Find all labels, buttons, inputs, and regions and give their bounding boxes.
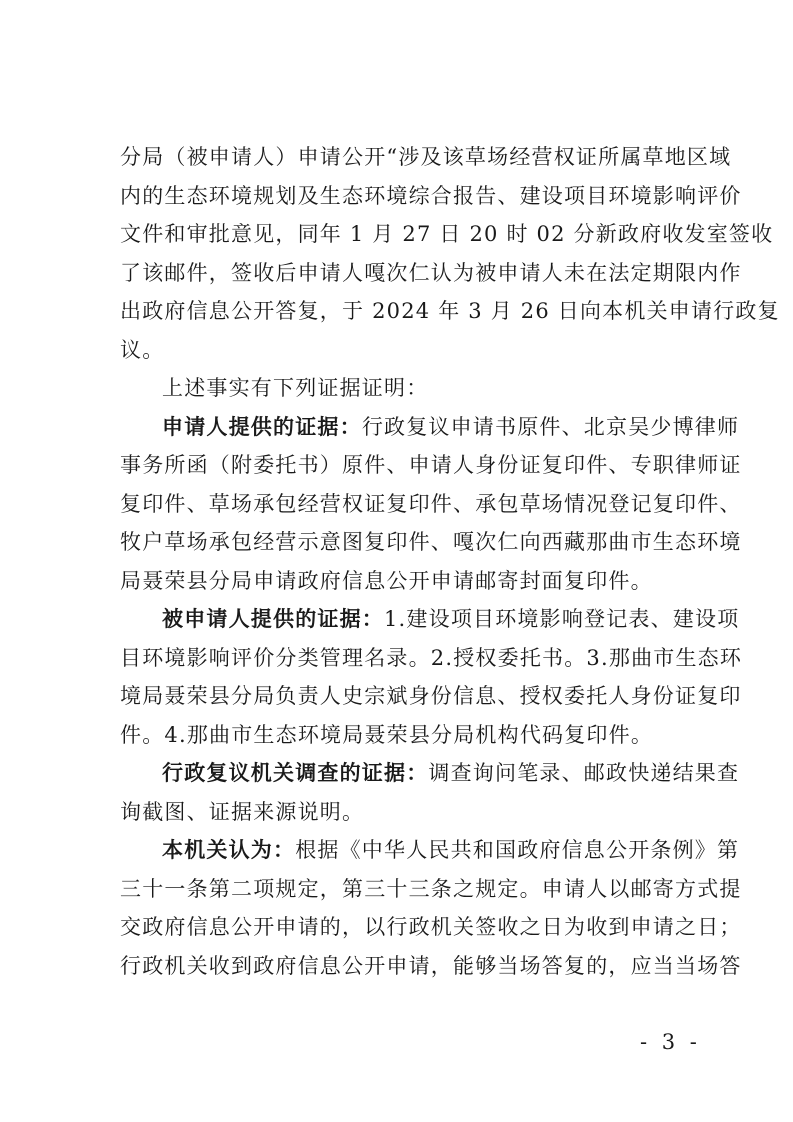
bold-label: 本机关认为： bbox=[162, 837, 296, 862]
line-text: 目环境影响评价分类管理名录。2.授权委托书。3.那曲市生态环 bbox=[120, 645, 743, 670]
page-number: - 3 - bbox=[640, 1030, 701, 1054]
text-line bbox=[120, 793, 710, 832]
line-text-continued: 行政复议申请书原件、北京吴少博律师 bbox=[361, 414, 740, 439]
line-text: 牧户草场承包经营示意图复印件、嘎次仁向西藏那曲市生态环境 bbox=[120, 530, 742, 554]
line-text: 行政机关收到政府信息公开申请，能够当场答复的，应当当场答 bbox=[120, 953, 742, 978]
line-text: 分局（被申请人）申请公开“涉及该草场经营权证所属草地区域 bbox=[120, 145, 732, 169]
text-line bbox=[120, 177, 742, 216]
bold-label: 申请人提供的证据： bbox=[162, 413, 362, 439]
text-line bbox=[120, 677, 742, 716]
line-text: 三十一条第二项规定，第三十三条之规定。申请人以邮寄方式提 bbox=[120, 876, 742, 901]
line-text: 询截图、证据来源说明。 bbox=[120, 799, 365, 824]
line-text: 交政府信息公开申请的，以行政机关签收之日为收到申请之日； bbox=[120, 915, 742, 939]
line-text: 件。4.那曲市生态环境局聂荣县分局机构代码复印件。 bbox=[120, 722, 654, 747]
text-line bbox=[120, 870, 742, 909]
document-body bbox=[120, 138, 780, 985]
line-text: 事务所函（附委托书）原件、申请人身份证复印件、专职律师证 bbox=[120, 453, 742, 477]
text-line bbox=[120, 716, 710, 755]
line-text: 内的生态环境规划及生态环境综合报告、建设项目环境影响评价 bbox=[120, 183, 742, 208]
text-line bbox=[120, 831, 740, 870]
text-line bbox=[120, 485, 742, 524]
line-text: 文件和审批意见，同年 1 月 27 日 20 时 02 分新政府收发室签收 bbox=[120, 222, 774, 246]
line-text: 上述事实有下列证据证明： bbox=[162, 376, 429, 400]
text-line bbox=[120, 292, 780, 331]
text-line bbox=[120, 254, 742, 293]
text-line bbox=[120, 639, 743, 678]
line-text: 局聂荣县分局申请政府信息公开申请邮寄封面复印件。 bbox=[120, 568, 653, 593]
text-line bbox=[120, 562, 710, 601]
text-line bbox=[120, 369, 710, 408]
text-line bbox=[120, 331, 710, 370]
text-line bbox=[120, 947, 742, 986]
text-line bbox=[120, 908, 742, 947]
line-text-continued: 1.建设项目环境影响登记表、建设项 bbox=[384, 607, 740, 631]
text-line bbox=[120, 754, 740, 793]
text-line bbox=[120, 446, 742, 485]
line-text: 了该邮件，签收后申请人嘎次仁认为被申请人未在法定期限内作 bbox=[120, 260, 742, 285]
line-text: 议。 bbox=[120, 337, 165, 362]
bold-label: 被申请人提供的证据： bbox=[162, 606, 384, 631]
text-line bbox=[120, 523, 742, 562]
text-line bbox=[120, 600, 740, 639]
line-text: 境局聂荣县分局负责人史宗斌身份信息、授权委托人身份证复印 bbox=[120, 684, 742, 708]
text-line bbox=[120, 138, 732, 177]
line-text: 复印件、草场承包经营权证复印件、承包草场情况登记复印件、 bbox=[120, 491, 742, 516]
bold-label: 行政复议机关调查的证据： bbox=[162, 760, 429, 785]
line-text-continued: 调查询问笔录、邮政快递结果查 bbox=[428, 761, 740, 785]
text-line bbox=[120, 215, 774, 254]
text-line bbox=[120, 408, 740, 447]
line-text: 出政府信息公开答复，于 2024 年 3 月 26 日向本机关申请行政复 bbox=[120, 299, 780, 323]
line-text-continued: 根据《中华人民共和国政府信息公开条例》第 bbox=[295, 838, 740, 862]
